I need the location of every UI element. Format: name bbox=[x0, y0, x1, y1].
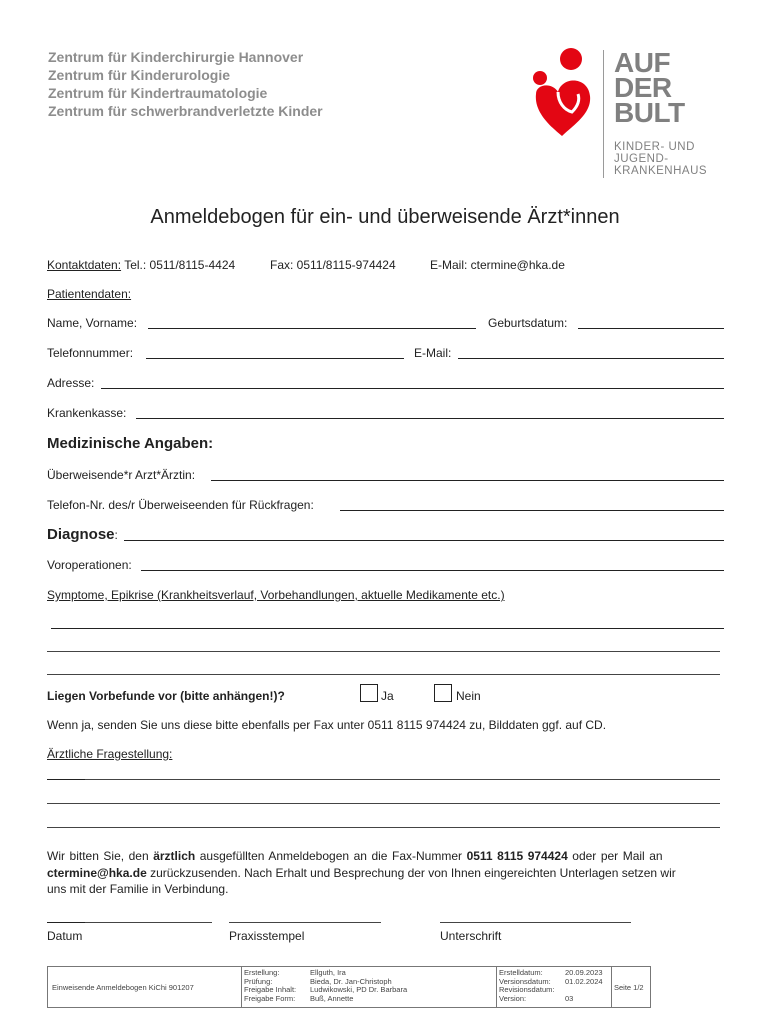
closing-paragraph: Wir bitten Sie, den ärztlich ausgefüllten Anmeldebogen an die Fax-Nummer 0511 8115 974424 oder per Mail an ctermine@hka.de zurückzusenden. Nach Erhalt und Besprechung der von Ihnen eingereichten Unterlagen setzen wir uns mit der Familie in Verbindung. bbox=[47, 849, 676, 896]
mother-child-heart-icon bbox=[528, 46, 594, 138]
stamp-line[interactable] bbox=[229, 922, 381, 923]
meta-labels-column: Erstelldatum: Versionsdatum: Revisionsdatum: Version: bbox=[499, 968, 555, 1003]
stamp-label: Praxisstempel bbox=[229, 929, 305, 943]
referrer-phone-label: Telefon-Nr. des/r Überweiseenden für Rückfragen: bbox=[47, 498, 314, 512]
findings-no-checkbox[interactable] bbox=[434, 684, 452, 702]
contact-email: E-Mail: ctermine@hka.de bbox=[430, 258, 565, 272]
document-control-table bbox=[47, 966, 651, 1008]
signature-line[interactable] bbox=[440, 922, 631, 923]
referrer-phone-field[interactable] bbox=[340, 510, 724, 511]
findings-question: Liegen Vorbefunde vor (bitte anhängen!)? bbox=[47, 689, 285, 703]
patient-email-label: E-Mail: bbox=[414, 346, 452, 360]
date-label: Datum bbox=[47, 929, 83, 943]
doc-name: Einweisende Anmeldebogen KiChi 901207 bbox=[52, 983, 194, 992]
names-column: Ellguth, Ira Bieda, Dr. Jan-Christoph Ludwikowski, PD Dr. Barbara Buß, Annette bbox=[310, 968, 408, 1003]
header-line: Zentrum für Kinderurologie bbox=[48, 67, 230, 83]
question-field-line[interactable] bbox=[85, 779, 720, 780]
diagnosis-field[interactable] bbox=[124, 540, 724, 541]
question-label: Ärztliche Fragestellung: bbox=[47, 747, 173, 761]
previous-ops-label: Voroperationen: bbox=[47, 558, 132, 572]
header-line: Zentrum für Kindertraumatologie bbox=[48, 85, 268, 101]
findings-yes-label: Ja bbox=[381, 689, 394, 703]
diagnosis-label: Diagnose: bbox=[47, 526, 118, 543]
address-field[interactable] bbox=[101, 388, 724, 389]
symptoms-field-line[interactable] bbox=[47, 651, 720, 652]
insurance-label: Krankenkasse: bbox=[47, 406, 127, 420]
question-field-line-start bbox=[47, 779, 85, 780]
logo-subtitle: KINDER- UND JUGEND- KRANKENHAUS bbox=[614, 141, 708, 177]
question-field-line[interactable] bbox=[47, 827, 720, 828]
roles-column: Erstellung: Prüfung: Freigabe Inhalt: Freigabe Form: bbox=[244, 968, 297, 1003]
insurance-field[interactable] bbox=[136, 418, 724, 419]
page-title: Anmeldebogen für ein- und überweisende Ärzt*innen bbox=[150, 206, 620, 228]
date-line[interactable] bbox=[85, 922, 212, 923]
question-field-line[interactable] bbox=[47, 803, 720, 804]
findings-no-label: Nein bbox=[456, 689, 481, 703]
header-centers bbox=[48, 48, 323, 120]
symptoms-label: Symptome, Epikrise (Krankheitsverlauf, Vorbehandlungen, aktuelle Medikamente etc.) bbox=[47, 588, 505, 602]
signature-label: Unterschrift bbox=[440, 929, 502, 943]
phone-field[interactable] bbox=[146, 358, 404, 359]
page-number: Seite 1/2 bbox=[614, 983, 644, 992]
logo-divider bbox=[603, 50, 604, 178]
referrer-label: Überweisende*r Arzt*Ärztin: bbox=[47, 468, 196, 482]
medical-heading: Medizinische Angaben: bbox=[47, 435, 214, 452]
address-label: Adresse: bbox=[47, 376, 95, 390]
contact-fax: Fax: 0511/8115-974424 bbox=[270, 258, 396, 272]
symptoms-field-line[interactable] bbox=[47, 674, 720, 675]
phone-label: Telefonnummer: bbox=[47, 346, 134, 360]
contact-label: Kontaktdaten: bbox=[47, 258, 122, 272]
logo-wordmark: AUF DER BULT bbox=[614, 47, 685, 128]
previous-ops-field[interactable] bbox=[141, 570, 724, 571]
header-line: Zentrum für Kinderchirurgie Hannover bbox=[48, 49, 304, 65]
name-field[interactable] bbox=[148, 328, 476, 329]
header-line: Zentrum für schwerbrandverletzte Kinder bbox=[48, 103, 323, 119]
contact-row bbox=[47, 258, 235, 272]
name-label: Name, Vorname: bbox=[47, 316, 138, 330]
referrer-field[interactable] bbox=[211, 480, 724, 481]
symptoms-field-line[interactable] bbox=[51, 628, 724, 629]
meta-values-column: 20.09.2023 01.02.2024 03 bbox=[565, 968, 603, 1003]
contact-tel: Tel.: 0511/8115-4424 bbox=[124, 258, 236, 272]
birthdate-field[interactable] bbox=[578, 328, 724, 329]
findings-yes-checkbox[interactable] bbox=[360, 684, 378, 702]
findings-note: Wenn ja, senden Sie uns diese bitte ebenfalls per Fax unter 0511 8115 974424 zu, Bilddaten ggf. auf CD. bbox=[47, 718, 607, 732]
patient-section-label: Patientendaten: bbox=[47, 287, 132, 301]
date-line-start bbox=[47, 922, 85, 923]
birthdate-label: Geburtsdatum: bbox=[488, 316, 568, 330]
patient-email-field[interactable] bbox=[458, 358, 724, 359]
